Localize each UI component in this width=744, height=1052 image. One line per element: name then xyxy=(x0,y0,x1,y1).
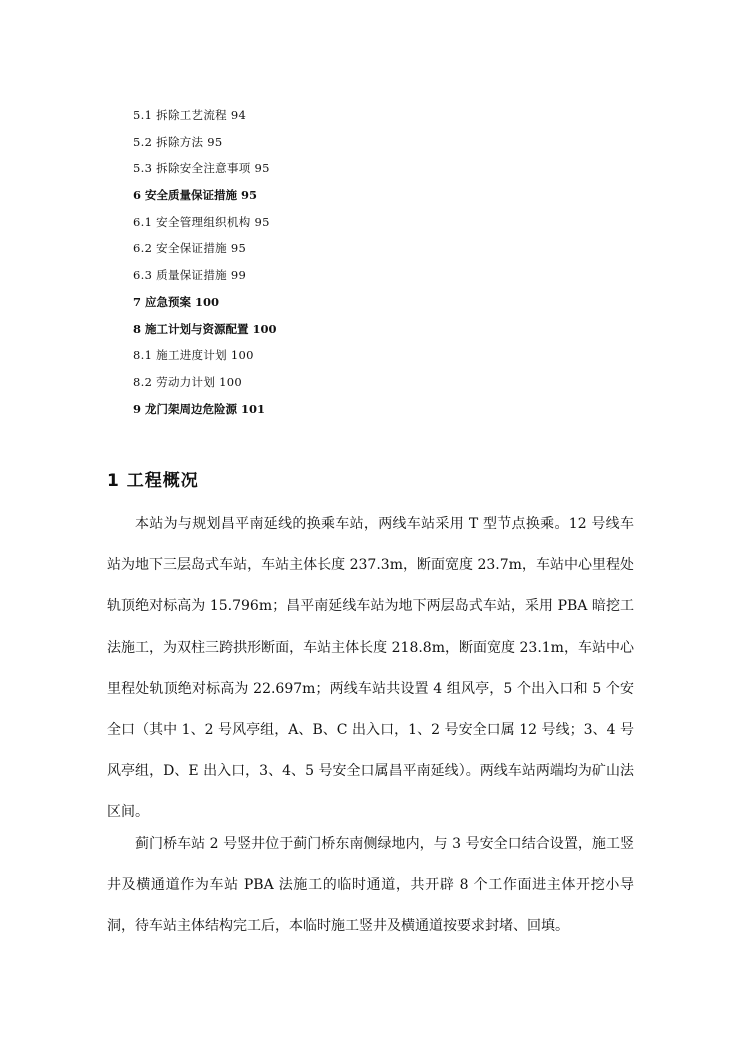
body-paragraph: 蓟门桥车站 2 号竖井位于蓟门桥东南侧绿地内，与 3 号安全口结合设置，施工竖井及横通道作为车站 PBA 法施工的临时通道，共开辟 8 个工作面进主体开挖小导洞，待车站主体结构完工后，本临时施工竖井及横通道按要求封堵、回填。 xyxy=(107,836,634,935)
toc-item[interactable]: 6.1 安全管理组织机构 95 xyxy=(133,214,270,229)
table-of-contents xyxy=(133,104,653,424)
toc-item[interactable]: 5.3 拆除安全注意事项 95 xyxy=(133,161,270,176)
toc-item[interactable]: 6.2 安全保证措施 95 xyxy=(133,241,247,256)
toc-item[interactable]: 7 应急预案 100 xyxy=(133,294,220,309)
toc-item[interactable]: 9 龙门架周边危险源 101 xyxy=(133,401,266,416)
body-paragraph: 本站为与规划昌平南延线的换乘车站，两线车站采用 T 型节点换乘。12 号线车站为地下三层岛式车站，车站主体长度 237.3m，断面宽度 23.7m，车站中心里程处轨顶绝对标高为 15.796m；昌平南延线车站为地下两层岛式车站，采用 PBA 暗挖工法施工，为双柱三跨拱形断面，车站主体长度 218.8m，断面宽度 23.1m，车站中心里程处轨顶绝对标高为 22.697m；两线车站共设置 4 组风亭，5 个出入口和 5 个安全口（其中 1、2 号风亭组，A、B、C 出入口，1、2 号安全口属 12 号线；3、4 号风亭组，D、E 出入口，3、4、5 号安全口属昌平南延线）。两线车站两端均为矿山法区间。 xyxy=(107,516,634,821)
toc-item[interactable]: 8.2 劳动力计划 100 xyxy=(133,374,242,389)
toc-item[interactable]: 6 安全质量保证措施 95 xyxy=(133,188,258,203)
toc-item[interactable]: 8 施工计划与资源配置 100 xyxy=(133,321,277,336)
toc-item[interactable]: 5.1 拆除工艺流程 94 xyxy=(133,108,247,122)
section-heading: 1 工程概况 xyxy=(107,471,199,491)
toc-item[interactable]: 6.3 质量保证措施 99 xyxy=(133,268,247,283)
toc-item[interactable]: 8.1 施工进度计划 100 xyxy=(133,348,254,363)
toc-item[interactable]: 5.2 拆除方法 95 xyxy=(133,134,223,149)
